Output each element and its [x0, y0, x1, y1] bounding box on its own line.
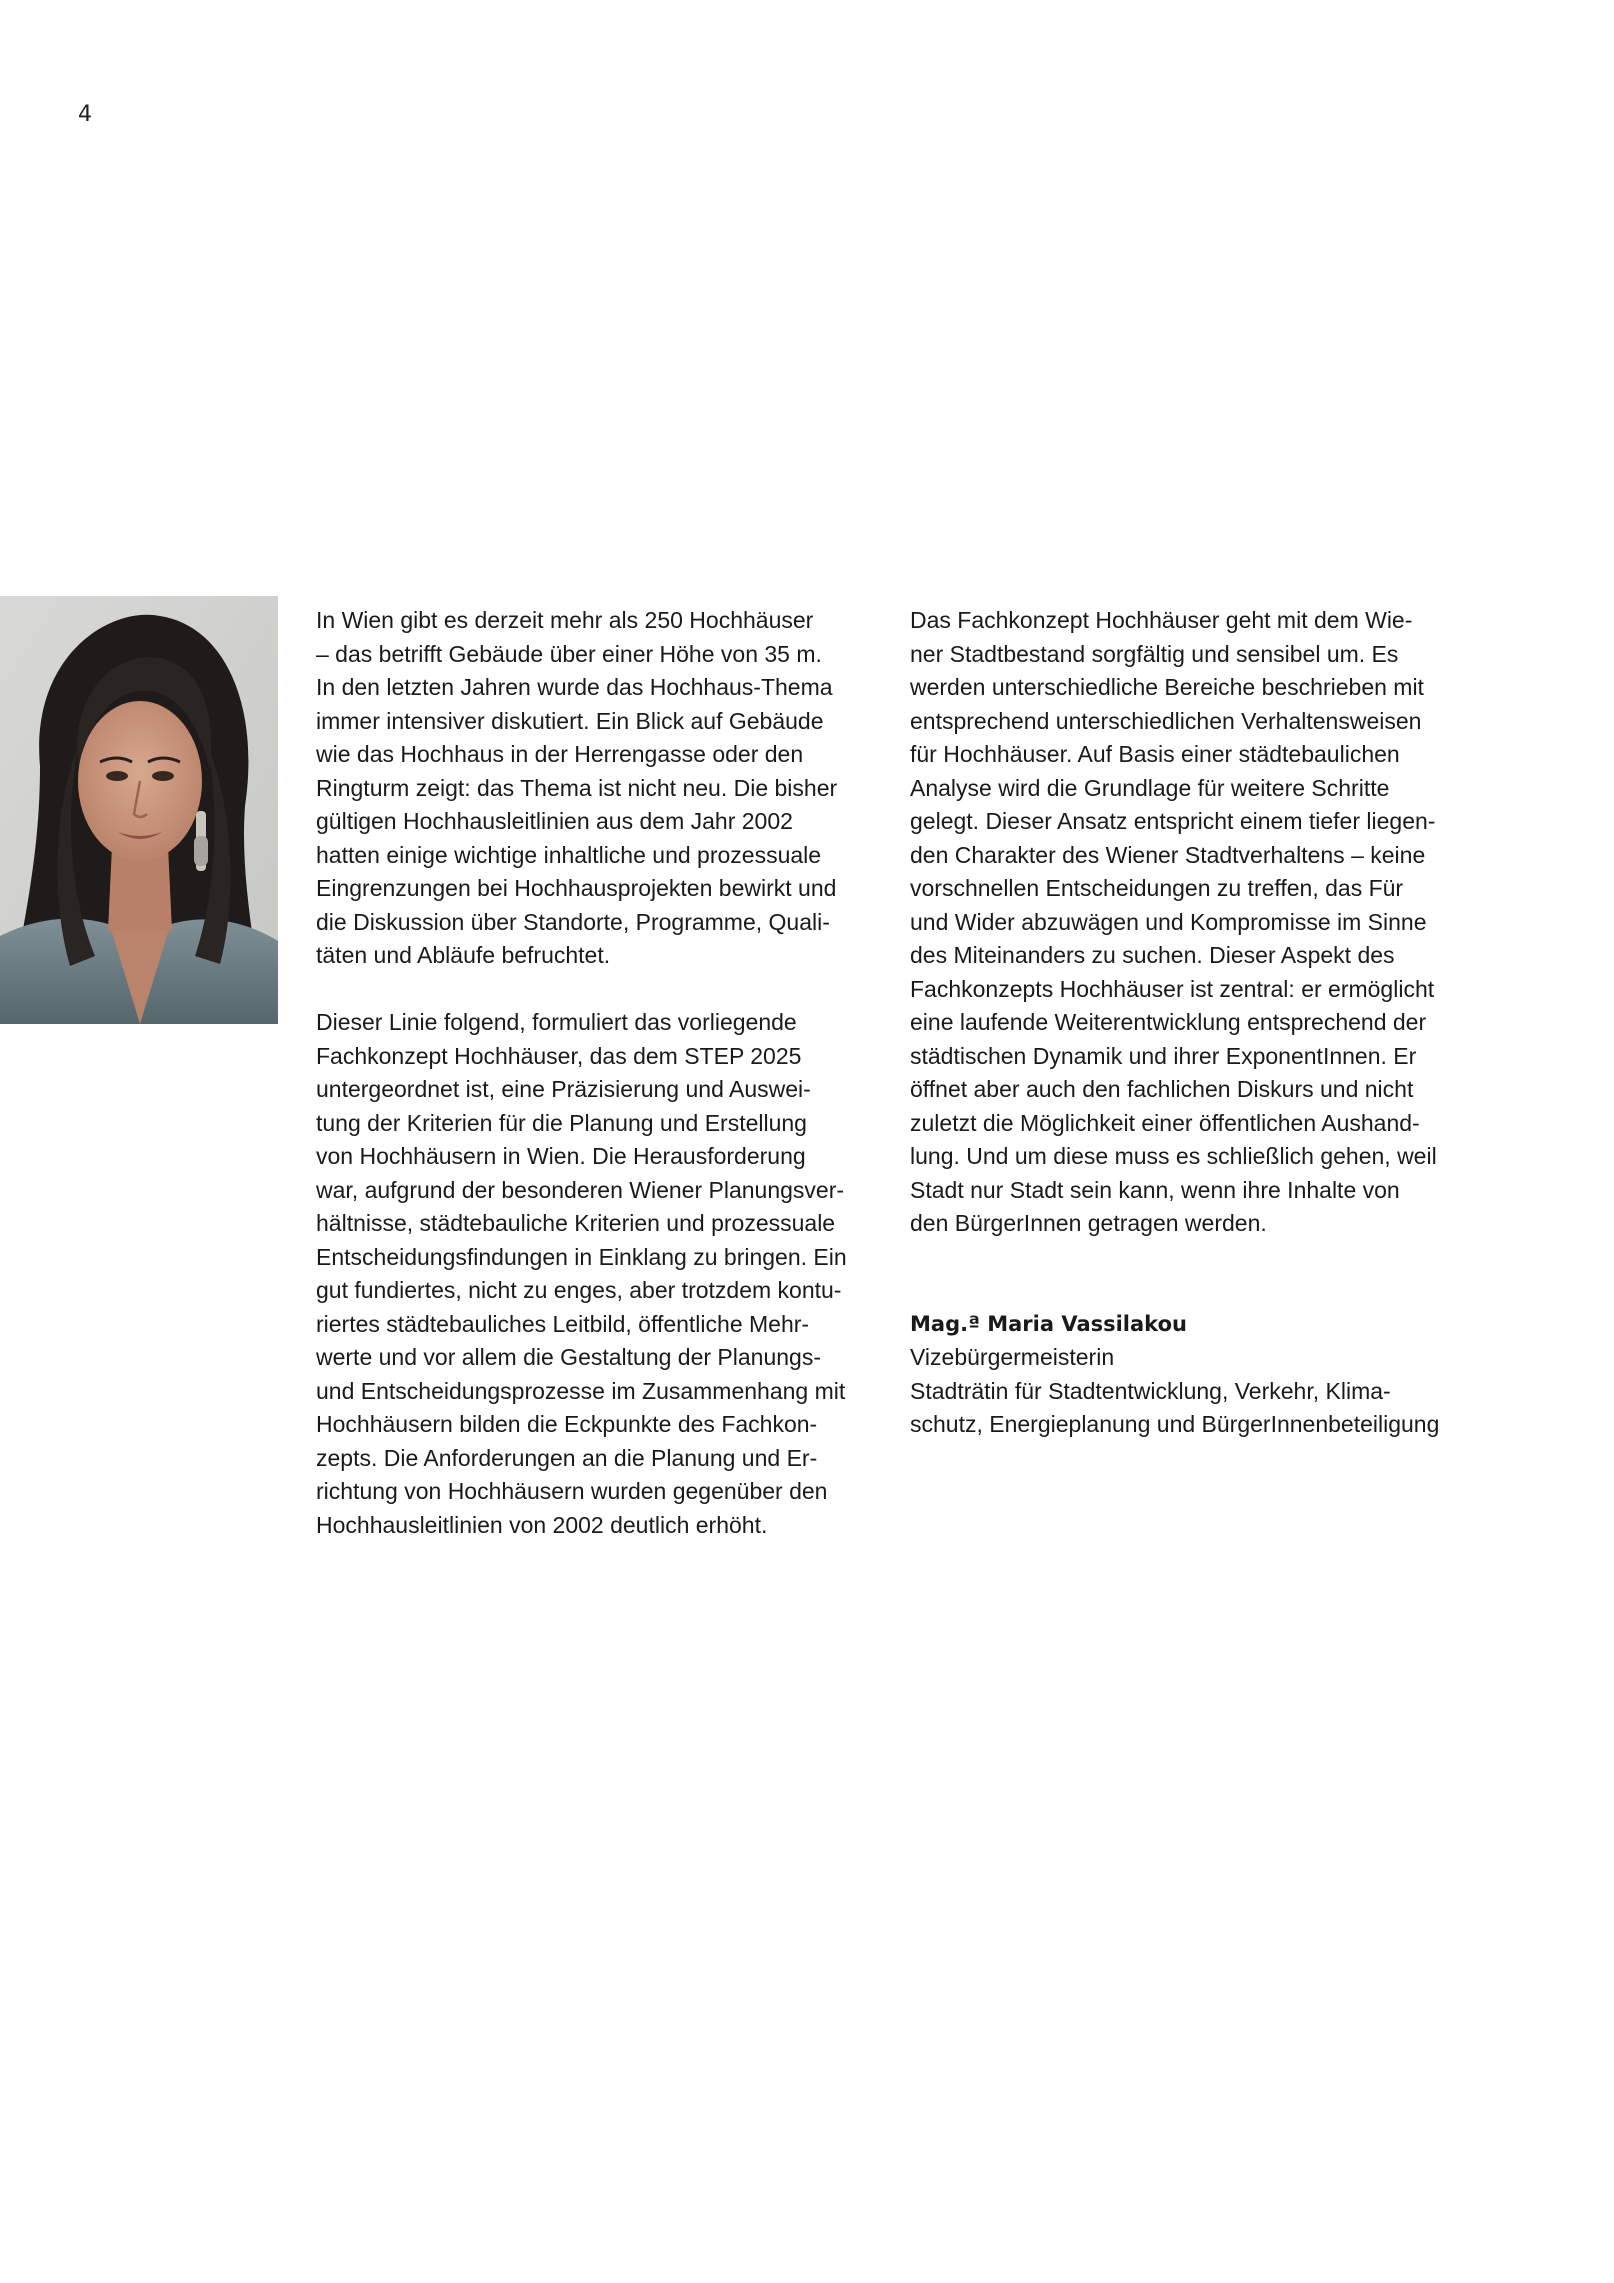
left-paragraph-1 — [316, 604, 876, 973]
text-line: wie das Hochhaus in der Herrengasse oder den — [316, 741, 804, 767]
text-line: Analyse wird die Grundlage für weitere Schritte — [910, 774, 1390, 801]
text-line: Stadt nur Stadt sein kann, wenn ihre Inhalte von — [910, 1176, 1400, 1203]
text-line: für Hochhäuser. Auf Basis einer städtebaulichen — [910, 741, 1400, 767]
text-line: eine laufende Weiterentwicklung entsprechend der — [910, 1009, 1427, 1035]
text-line: Fachkonzepts Hochhäuser ist zentral: er ermöglicht — [910, 975, 1435, 1002]
text-line: immer intensiver diskutiert. Ein Blick auf Gebäude — [316, 707, 824, 734]
signature-title: Stadträtin für Stadtentwicklung, Verkehr, Klima- — [910, 1377, 1391, 1404]
text-line: und Wider abzuwägen und Kompromisse im Sinne — [910, 908, 1427, 935]
signature-name: Mag.ª Maria Vassilakou — [910, 1311, 1187, 1336]
portrait-photo — [0, 596, 278, 1024]
page-number: 4 — [78, 102, 92, 127]
portrait-photo-icon — [0, 596, 278, 1024]
text-line: Dieser Linie folgend, formuliert das vorliegende — [316, 1009, 797, 1035]
text-line: des Miteinanders zu suchen. Dieser Aspekt des — [910, 942, 1395, 968]
text-line: öffnet aber auch den fachlichen Diskurs und nicht — [910, 1076, 1414, 1102]
paragraph-spacer — [316, 973, 876, 1007]
text-line: gut fundiertes, nicht zu enges, aber trotzdem kontu- — [316, 1277, 842, 1303]
text-line: Fachkonzept Hochhäuser, das dem STEP 2025 — [316, 1042, 802, 1069]
text-line: entsprechend unterschiedlichen Verhaltensweisen — [910, 707, 1422, 734]
text-line: werden unterschiedliche Bereiche beschrieben mit — [910, 674, 1424, 700]
text-line: untergeordnet ist, eine Präzisierung und Auswei- — [316, 1076, 811, 1102]
paragraph-spacer — [910, 1274, 1470, 1308]
text-line: zepts. Die Anforderungen an die Planung und Er- — [316, 1444, 818, 1471]
text-line: gültigen Hochhausleitlinien aus dem Jahr 2002 — [316, 808, 793, 834]
paragraph-spacer — [910, 1241, 1470, 1275]
text-line: städtischen Dynamik und ihrer ExponentInnen. Er — [910, 1042, 1417, 1069]
text-line: werte und vor allem die Gestaltung der Planungs- — [316, 1344, 822, 1370]
text-line: zuletzt die Möglichkeit einer öffentlichen Aushand- — [910, 1109, 1420, 1136]
text-line: von Hochhäusern in Wien. Die Herausforderung — [316, 1143, 806, 1169]
text-line: richtung von Hochhäusern wurden gegenüber den — [316, 1478, 828, 1504]
text-line: Eingrenzungen bei Hochhausprojekten bewirkt und — [316, 875, 837, 901]
text-line: die Diskussion über Standorte, Programme, Quali- — [316, 908, 830, 935]
text-line: lung. Und um diese muss es schließlich gehen, weil — [910, 1143, 1437, 1169]
signature-block — [910, 1308, 1470, 1442]
text-line: tung der Kriterien für die Planung und Erstellung — [316, 1109, 807, 1136]
text-line: Entscheidungsfindungen in Einklang zu bringen. Ein — [316, 1243, 847, 1270]
text-line: – das betrifft Gebäude über einer Höhe von 35 m. — [316, 640, 822, 667]
text-line: war, aufgrund der besonderen Wiener Planungsver- — [316, 1176, 845, 1203]
text-line: täten und Abläufe befruchtet. — [316, 942, 611, 968]
text-line: hatten einige wichtige inhaltliche und prozessuale — [316, 841, 822, 868]
text-line: Das Fachkonzept Hochhäuser geht mit dem Wie- — [910, 607, 1413, 633]
text-line: ner Stadtbestand sorgfältig und sensibel um. Es — [910, 640, 1399, 667]
text-line: Ringturm zeigt: das Thema ist nicht neu. Die bisher — [316, 774, 838, 801]
text-line: Hochhäusern bilden die Eckpunkte des Fachkon- — [316, 1411, 818, 1437]
text-line: riertes städtebauliches Leitbild, öffentliche Mehr- — [316, 1310, 810, 1337]
signature-title: Vizebürgermeisterin — [910, 1344, 1115, 1370]
text-line: den BürgerInnen getragen werden. — [910, 1210, 1267, 1236]
right-paragraph-1 — [910, 604, 1470, 1241]
text-line: den Charakter des Wiener Stadtverhaltens – keine — [910, 841, 1426, 868]
text-line: hältnisse, städtebauliche Kriterien und prozessuale — [316, 1210, 836, 1236]
text-line: vorschnellen Entscheidungen zu treffen, das Für — [910, 875, 1404, 901]
left-paragraph-2 — [316, 1006, 876, 1542]
signature-title: schutz, Energieplanung und BürgerInnenbeteiligung — [910, 1411, 1440, 1437]
text-line: und Entscheidungsprozesse im Zusammenhang mit — [316, 1377, 846, 1404]
left-text-column — [316, 604, 876, 1542]
right-text-column — [910, 604, 1470, 1442]
text-line: In Wien gibt es derzeit mehr als 250 Hochhäuser — [316, 607, 814, 633]
text-line: Hochhausleitlinien von 2002 deutlich erhöht. — [316, 1511, 768, 1538]
text-line: gelegt. Dieser Ansatz entspricht einem tiefer liegen- — [910, 808, 1436, 834]
text-line: In den letzten Jahren wurde das Hochhaus-Thema — [316, 674, 833, 700]
